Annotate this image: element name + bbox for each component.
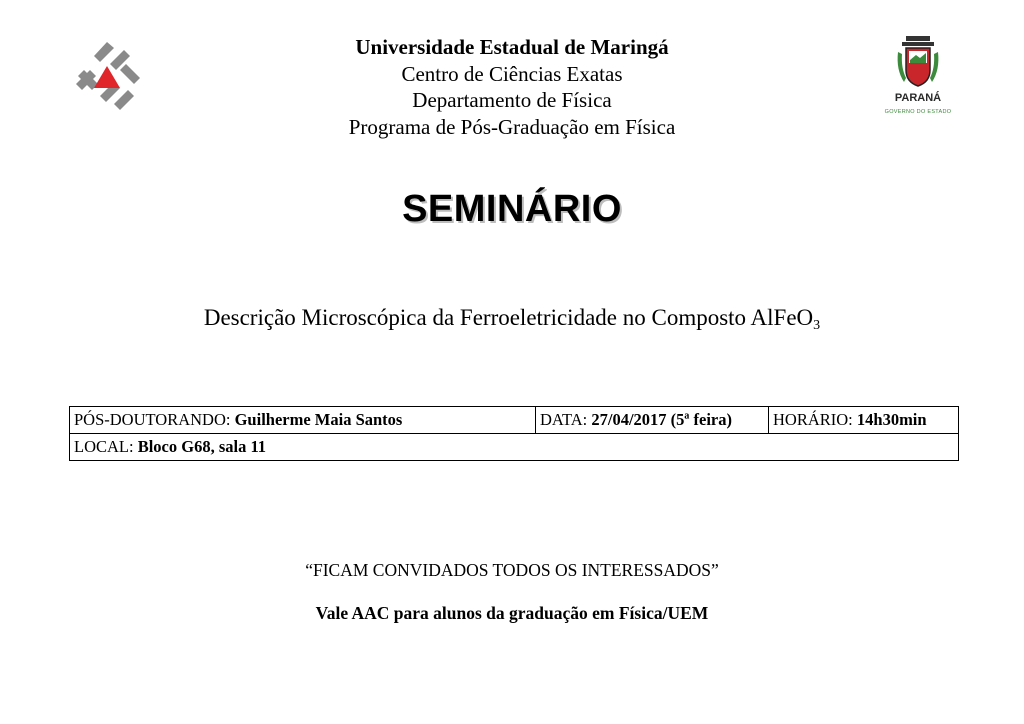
speaker-label: PÓS-DOUTORANDO: [74,410,231,429]
speaker-cell [70,407,536,434]
parana-coat-of-arms-icon [894,34,942,90]
institution-header [0,34,1024,140]
location-cell [70,434,959,461]
talk-title-main: Descrição Microscópica da Ferroeletricidade no Composto AlFeO [203,305,814,330]
governo-subtitle: GOVERNO DO ESTADO [884,109,952,115]
time-value: 14h30min [856,410,927,429]
aac-note: Vale AAC para alunos da graduação em Física/UEM [315,603,709,623]
date-value: 27/04/2017 (5ª feira) [591,410,732,429]
parana-logo [878,34,958,124]
location-label: LOCAL: [74,437,134,456]
talk-title-subscript: 3 [813,318,821,333]
parana-wordmark: PARANÁ [894,92,942,104]
location-value: Bloco G68, sala 11 [137,437,267,456]
time-cell [769,407,959,434]
seminar-heading: SEMINÁRIO [402,188,622,230]
center-name: Centro de Ciências Exatas [401,61,623,86]
seminar-info-table [69,406,959,461]
date-cell [536,407,769,434]
table-row [70,434,959,461]
program-name: Programa de Pós-Graduação em Física [348,114,676,139]
date-label: DATA: [540,410,588,429]
time-label: HORÁRIO: [773,410,853,429]
department-name: Departamento de Física [412,88,612,112]
university-name: Universidade Estadual de Maringá [355,35,669,59]
talk-title [0,305,1024,334]
table-row [70,407,959,434]
invitation-text: “FICAM CONVIDADOS TODOS OS INTERESSADOS” [305,560,719,580]
speaker-value: Guilherme Maia Santos [234,410,403,429]
